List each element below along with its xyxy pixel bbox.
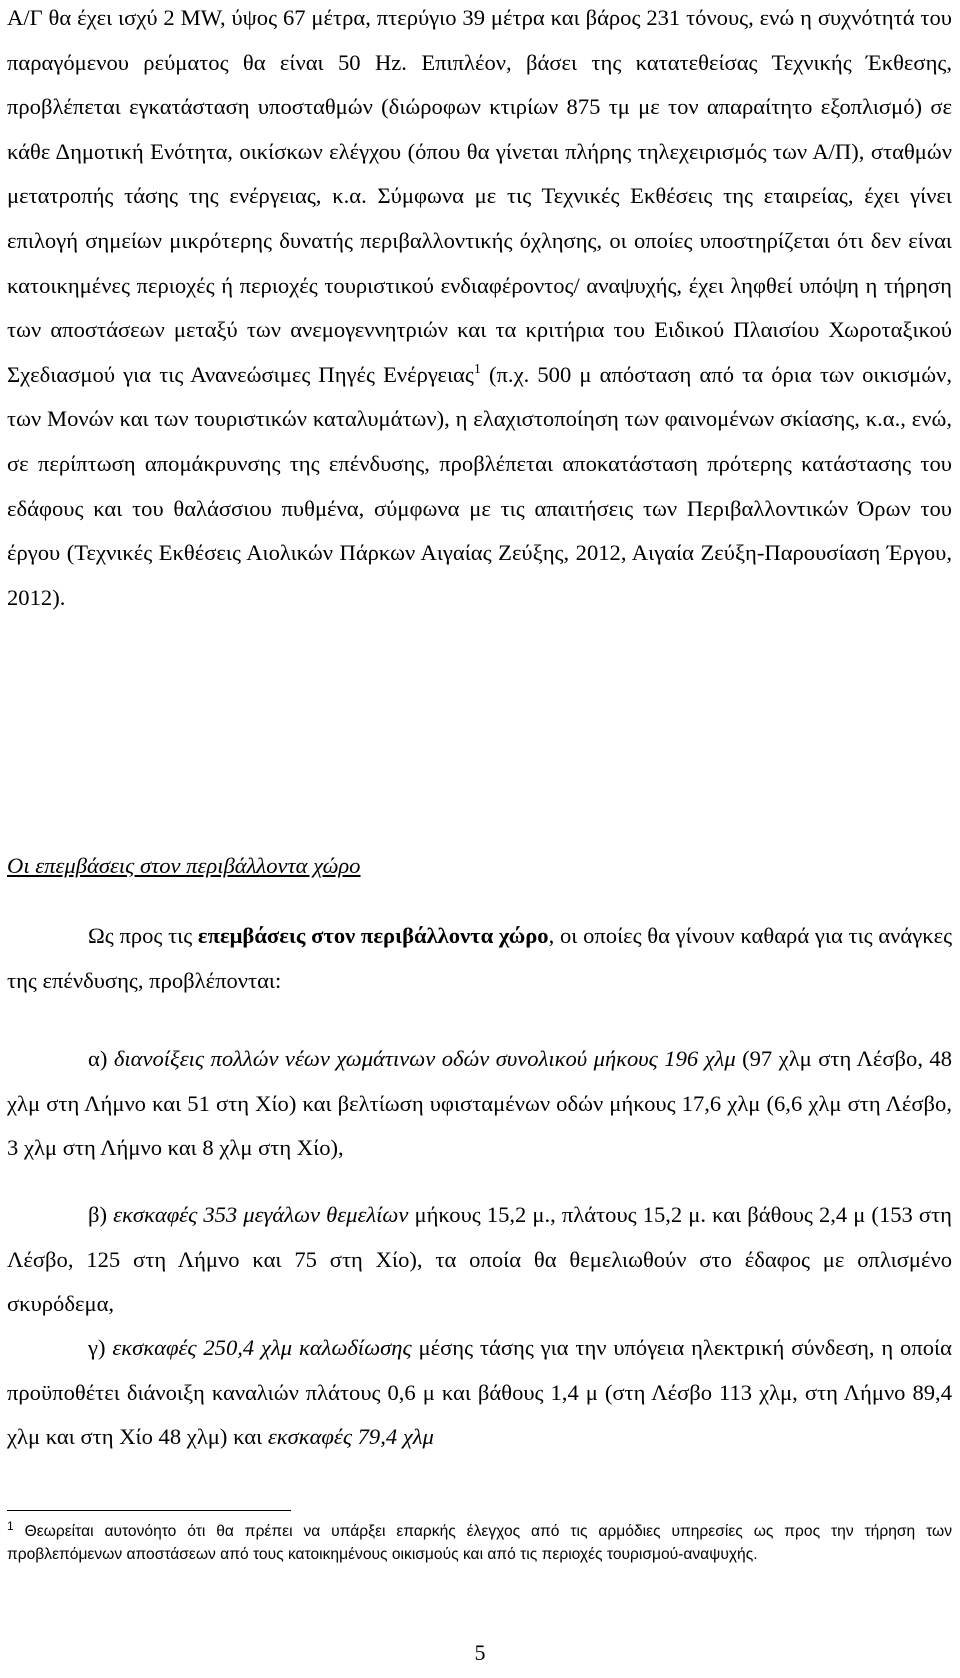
intro-text: Ως προς τις bbox=[88, 923, 198, 948]
item-a-text: (97 χλμ στη Λέσβο, 48 χλμ στη Λήμνο και 51 στη Χίο) και βελτίωση υφισταμένων οδών μήκους 17,6 χλμ (6,6 χλμ στη Λέσβο, 3 χλμ στη Λήμνο και 8 χλμ στη Χίο), bbox=[7, 1046, 952, 1161]
list-marker-b: β) bbox=[88, 1202, 114, 1227]
paragraph-wind-park-description bbox=[7, 0, 952, 620]
list-item-c-cabling bbox=[7, 1326, 952, 1460]
item-c-text: μέσης τάσης για την υπόγεια ηλεκτρική σύνδεση, η οποία προϋποθέτει διάνοιξη καναλιών πλάτους 0,6 μ και βάθους 1,4 μ (στη Λέσβο 113 χλμ, στη Λήμνο 89,4 χλμ και στη Χίο 48 χλμ) και bbox=[7, 1335, 952, 1450]
list-item-b-foundations bbox=[7, 1193, 952, 1327]
footnote-reference[interactable]: 1 bbox=[473, 361, 481, 377]
item-c-emphasis: εκσκαφές 250,4 χλμ καλωδίωσης bbox=[112, 1335, 412, 1360]
list-item-a-roads bbox=[7, 1037, 952, 1171]
intro-bold-term: επεμβάσεις στον περιβάλλοντα χώρο bbox=[197, 923, 549, 948]
intro-text-continued: , οι οποίες θα γίνουν καθαρά για τις ανάγκες της επένδυσης, προβλέπονται: bbox=[7, 923, 953, 993]
section-heading: Οι επεμβάσεις στον περιβάλλοντα χώρο bbox=[7, 853, 361, 878]
item-c-emphasis-end: εκσκαφές 79,4 χλμ bbox=[267, 1424, 434, 1450]
paragraph-text: Α/Γ θα έχει ισχύ 2 MW, ύψος 67 μέτρα, πτερύγιο 39 μέτρα και βάρος 231 τόνους, ενώ η συχνότητά του παραγόμενου ρεύματος θα είναι 50 Hz. Επιπλέον, βάσει της κατατεθείσας Τεχνικής Έκθεσης, προβλέπεται εγκατάσταση υποσταθμών (διώροφων κτιρίων 875 τμ με τον απαραίτητο εξοπλισμό) σε κάθε Δημοτική Ενότητα, οικίσκων ελέγχου (όπου θα γίνεται πλήρης τηλεχειρισμός των Α/Π), σταθμών μετατροπής τάσης της ενέργειας, κ.α. Σύμφωνα με τις Τεχνικές Εκθέσεις της εταιρείας, έχει γίνει επιλογή σημείων μικρότερης δυνατής περιβαλλοντικής όχλησης, οι οποίες υποστηρίζεται ότι δεν είναι κατοικημένες περιοχές ή περιοχές τουριστικού ενδιαφέροντος/ αναψυχής, έχει ληφθεί υπόψη η τήρηση των αποστάσεων μεταξύ των ανεμογεννητριών και τα κριτήρια του Ειδικού Πλαισίου Χωροταξικού Σχεδιασμού για τις Ανανεώσιμες Πηγές Ενέργειας bbox=[7, 5, 952, 387]
paragraph-text-continued: (π.χ. 500 μ απόσταση από τα όρια των οικισμών, των Μονών και των τουριστικών καταλυμάτων), η ελαχιστοποίηση των φαινομένων σκίασης, κ.α., ενώ, σε περίπτωση απομάκρυνσης της επένδυσης, προβλέπεται αποκατάσταση πρότερης κατάστασης του εδάφους και του θαλάσσιου πυθμένα, σύμφωνα με τις απαιτήσεις των Περιβαλλοντικών Όρων του έργου (Τεχνικές Εκθέσεις Αιολικών Πάρκων Αιγαίας Ζεύξης, 2012, Αιγαία Ζεύξη-Παρουσίαση Έργου, 2012). bbox=[7, 361, 953, 610]
page-number: 5 bbox=[474, 1640, 486, 1665]
footnote-separator bbox=[7, 1510, 291, 1511]
footnote-marker: 1 bbox=[7, 1519, 14, 1533]
item-b-emphasis: εκσκαφές 353 μεγάλων θεμελίων bbox=[113, 1202, 409, 1227]
item-a-emphasis: διανοίξεις πολλών νέων χωμάτινων οδών συνολικού μήκους 196 χλμ bbox=[113, 1046, 736, 1071]
paragraph-interventions-intro bbox=[7, 914, 952, 1003]
list-marker-a: α) bbox=[88, 1046, 114, 1071]
list-marker-c: γ) bbox=[88, 1335, 113, 1360]
footnote bbox=[7, 1520, 952, 1566]
item-b-text: μήκους 15,2 μ., πλάτους 15,2 μ. και βάθους 2,4 μ (153 στη Λέσβο, 125 στη Λήμνο και 75 στη Χίο), τα οποία θα θεμελιωθούν στο έδαφος με οπλισμένο σκυρόδεμα, bbox=[7, 1202, 952, 1317]
footnote-text: Θεωρείται αυτονόητο ότι θα πρέπει να υπάρξει επαρκής έλεγχος από τις αρμόδιες υπηρεσίες ως προς την τήρηση των προβλεπόμενων αποστάσεων από τους κατοικημένους οικισμούς και από τις περιοχές τουρισμού-αναψυχής. bbox=[7, 1523, 952, 1563]
